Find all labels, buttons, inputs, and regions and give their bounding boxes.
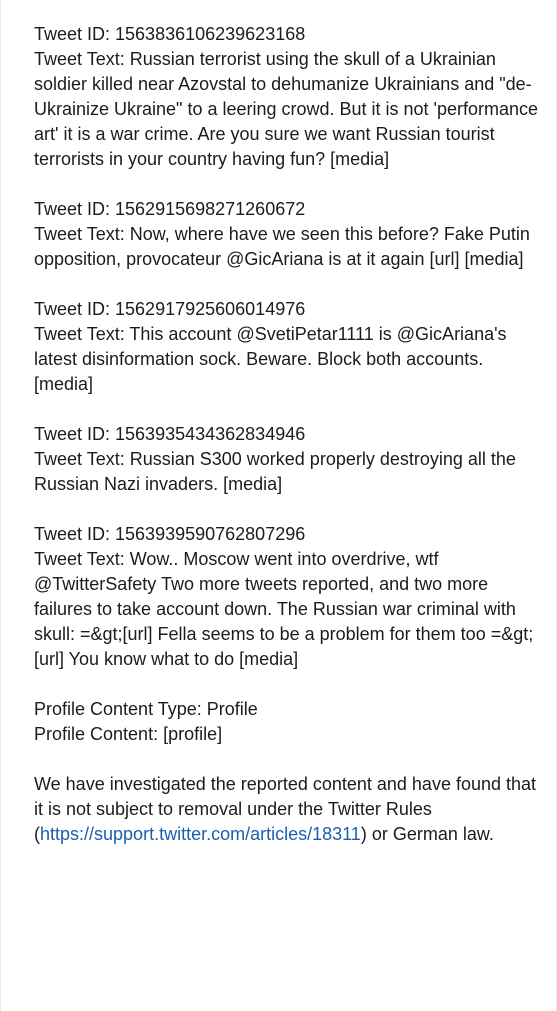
tweet-text: Tweet Text: Now, where have we seen this before? Fake Putin opposition, provocateur @GicAriana is at it again [url] [media]	[34, 224, 530, 269]
profile-entry	[34, 697, 544, 747]
profile-content: Profile Content: [profile]	[34, 724, 223, 744]
profile-content-type: Profile Content Type: Profile	[34, 699, 258, 719]
tweet-text: Tweet Text: This account @SvetiPetar1111 is @GicAriana's latest disinformation sock. Beware. Block both accounts. [media]	[34, 324, 507, 394]
tweet-id: Tweet ID: 1563939590762807296	[34, 524, 306, 544]
twitter-rules-link[interactable]: https://support.twitter.com/articles/18311	[40, 824, 361, 844]
tweet-text: Tweet Text: Wow.. Moscow went into overdrive, wtf @TwitterSafety Two more tweets reported, and two more failures to take account down. The Russian war criminal with skull: =&gt;[url] Fella seems to be a problem for them too =&gt;[url] You know what to do [media]	[34, 549, 534, 669]
tweet-id: Tweet ID: 1562915698271260672	[34, 199, 306, 219]
tweet-entry-1	[34, 22, 544, 172]
tweet-entry-5	[34, 522, 544, 672]
report-content	[34, 22, 544, 872]
conclusion-text-end: ) or German law.	[360, 824, 494, 844]
tweet-id: Tweet ID: 1562917925606014976	[34, 299, 306, 319]
conclusion-text-start: We have investigated the reported content and have found that it is not subject to removal under the Twitter Rules (	[34, 774, 537, 844]
tweet-text: Tweet Text: Russian terrorist using the skull of a Ukrainian soldier killed near Azovstal to dehumanize Ukrainians and "de-Ukrainize Ukraine" to a leering crowd. But it is not 'performance art' it is a war crime. Are you sure we want Russian tourist terrorists in your country having fun? [media]	[34, 49, 539, 169]
tweet-id: Tweet ID: 1563836106239623168	[34, 24, 306, 44]
tweet-text: Tweet Text: Russian S300 worked properly destroying all the Russian Nazi invaders. [media]	[34, 449, 516, 494]
tweet-entry-2	[34, 197, 544, 272]
conclusion-paragraph	[34, 772, 544, 847]
tweet-entry-3	[34, 297, 544, 397]
tweet-entry-4	[34, 422, 544, 497]
tweet-id: Tweet ID: 1563935434362834946	[34, 424, 306, 444]
